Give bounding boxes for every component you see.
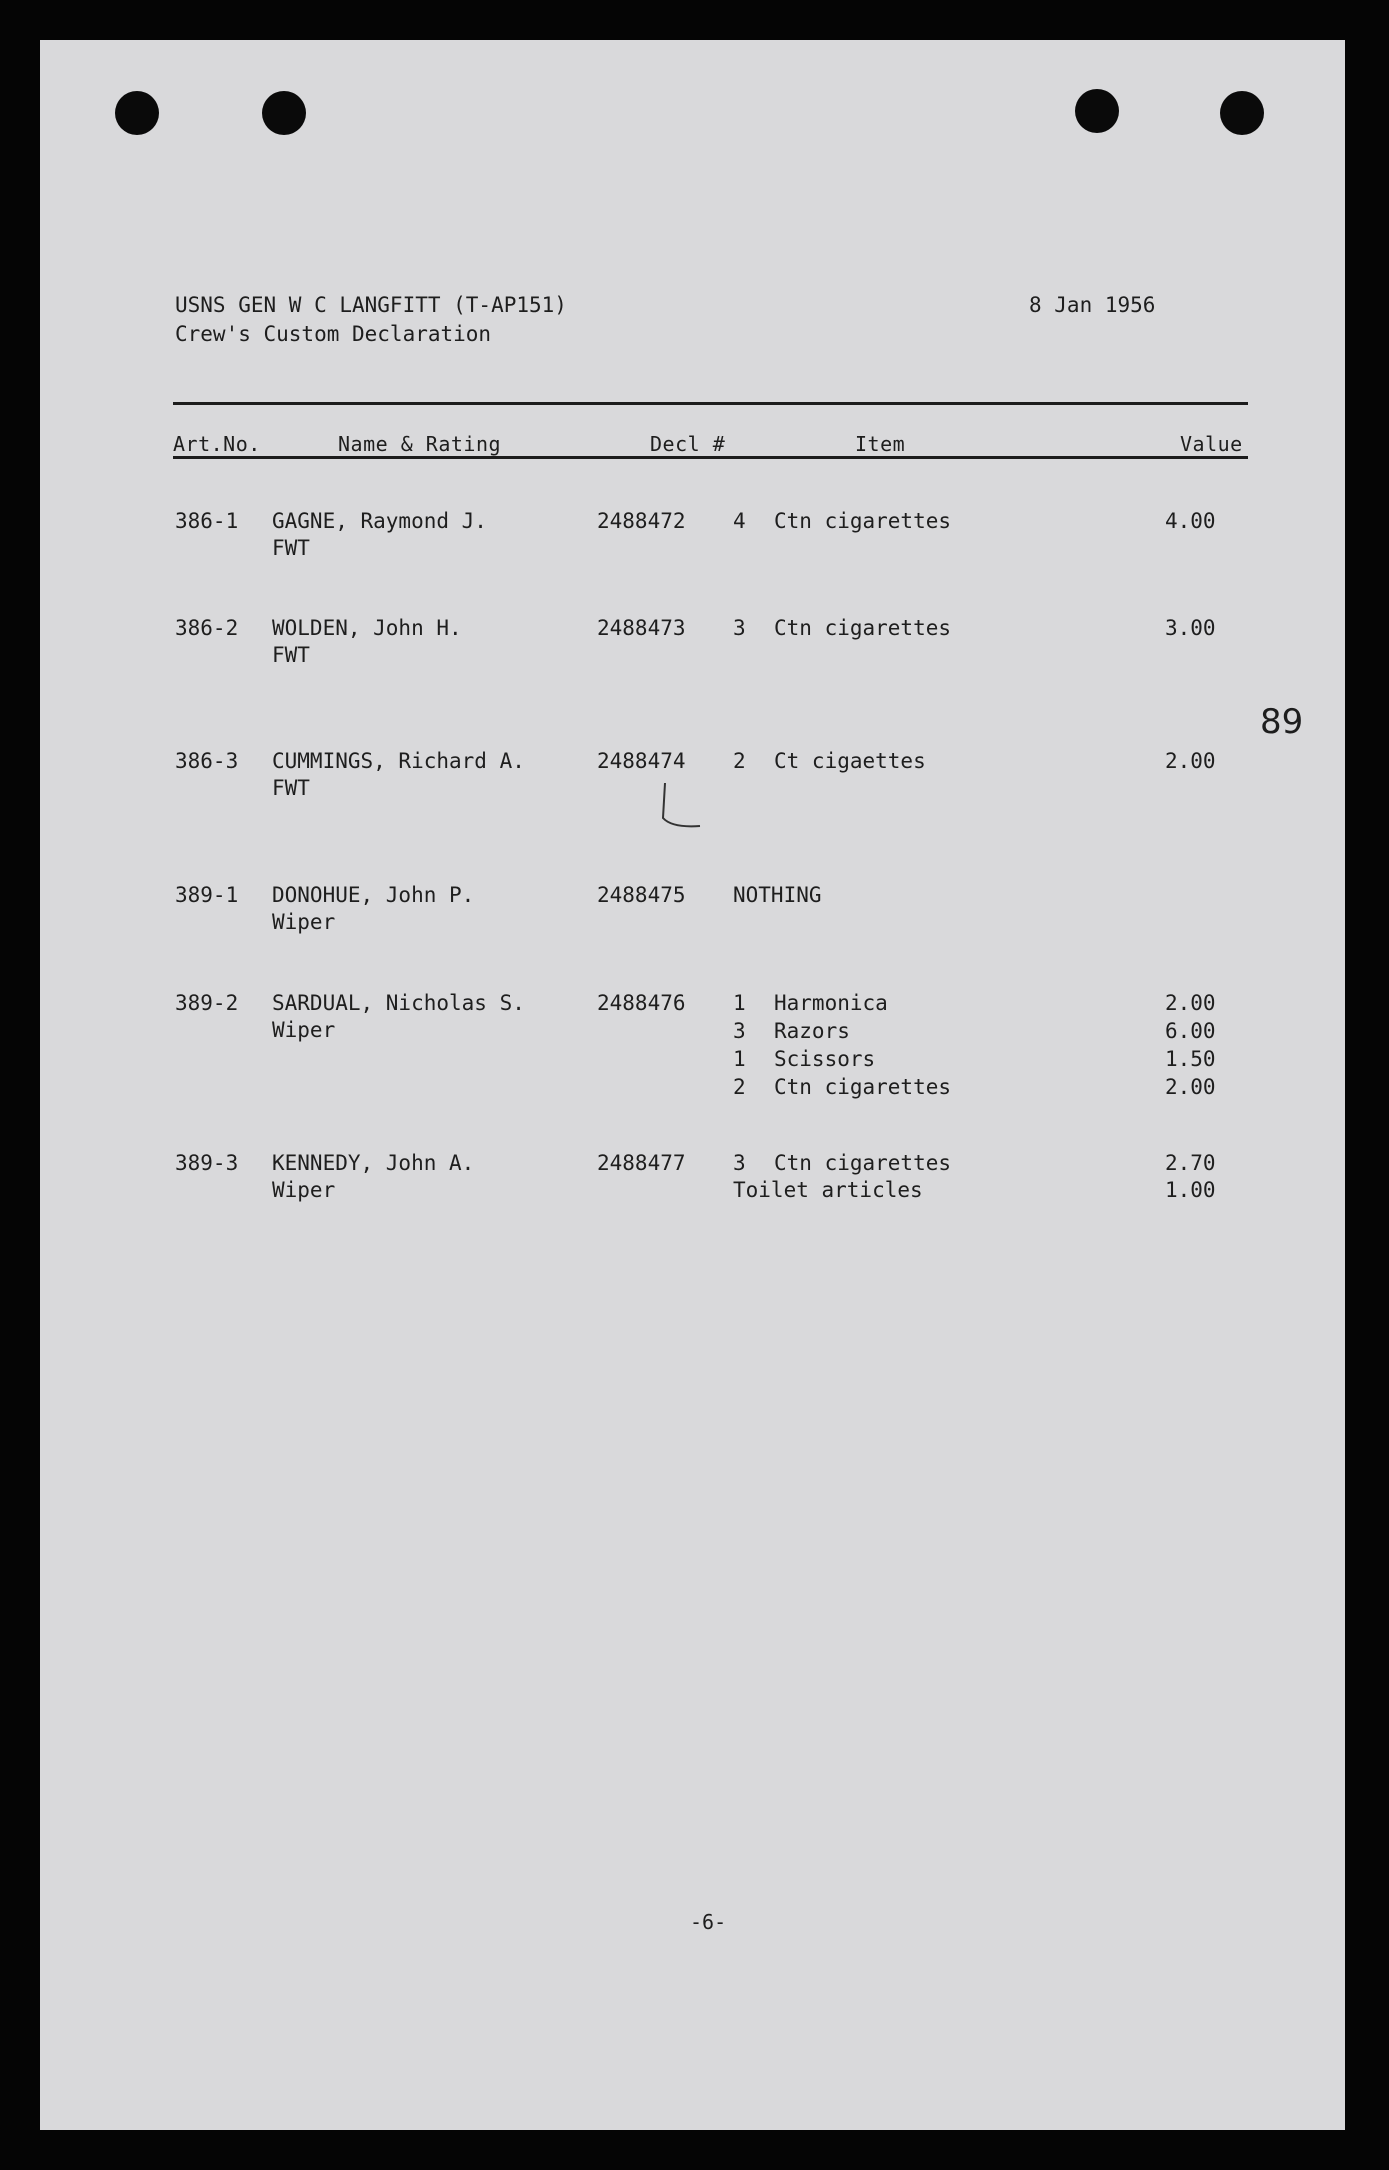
item-value: 2.70 [1165,1151,1216,1175]
crew-name: DONOHUE, John P. [272,883,475,907]
declaration-number: 2488475 [597,883,686,907]
item-value: 4.00 [1165,509,1216,533]
art-number: 389-3 [175,1151,239,1175]
item-value: 2.00 [1165,749,1216,773]
column-header-value: Value [1180,432,1243,456]
crew-name: CUMMINGS, Richard A. [272,749,525,773]
art-number: 386-1 [175,509,239,533]
page-number: -6- [690,1910,727,1934]
art-number: 389-1 [175,883,239,907]
punch-hole [115,91,159,135]
header-rule-top [173,402,1248,405]
item-desc: Razors [774,1019,850,1043]
crew-rating: FWT [272,536,310,560]
declaration-number: 2488472 [597,509,686,533]
column-header-art-no: Art.No. [173,432,261,456]
crew-rating: FWT [272,643,310,667]
document-page [40,40,1345,2130]
art-number: 386-2 [175,616,239,640]
item-desc: Ct cigaettes [774,749,926,773]
declaration-number: 2488474 [597,749,686,773]
margin-note: 89 [1260,702,1304,742]
item-desc: Ctn cigarettes [774,1151,952,1175]
crew-rating: Wiper [272,1018,336,1042]
vessel-title: USNS GEN W C LANGFITT (T-AP151) [175,293,567,317]
item-qty: 1 [733,1047,746,1071]
item-desc: Ctn cigarettes [774,509,952,533]
item-desc: Toilet articles [733,1178,923,1202]
item-value: 1.00 [1165,1178,1216,1202]
item-qty: 2 [733,1075,746,1099]
crew-name: KENNEDY, John A. [272,1151,475,1175]
item-desc: Ctn cigarettes [774,616,952,640]
item-desc: Harmonica [774,991,888,1015]
declaration-number: 2488473 [597,616,686,640]
declaration-subtitle: Crew's Custom Declaration [175,322,492,346]
pencil-check-mark [650,778,720,838]
item-qty: 3 [733,1151,746,1175]
item-qty: 3 [733,1019,746,1043]
item-value: 2.00 [1165,991,1216,1015]
item-desc: NOTHING [733,883,822,907]
item-desc: Ctn cigarettes [774,1075,952,1099]
header-rule-bottom [173,456,1248,459]
crew-name: WOLDEN, John H. [272,616,462,640]
item-value: 6.00 [1165,1019,1216,1043]
item-desc: Scissors [774,1047,876,1071]
item-qty: 4 [733,509,746,533]
art-number: 389-2 [175,991,239,1015]
art-number: 386-3 [175,749,239,773]
declaration-number: 2488477 [597,1151,686,1175]
crew-name: SARDUAL, Nicholas S. [272,991,525,1015]
item-value: 1.50 [1165,1047,1216,1071]
crew-rating: FWT [272,776,310,800]
item-qty: 2 [733,749,746,773]
declaration-number: 2488476 [597,991,686,1015]
item-value: 2.00 [1165,1075,1216,1099]
item-qty: 1 [733,991,746,1015]
crew-name: GAGNE, Raymond J. [272,509,487,533]
item-value: 3.00 [1165,616,1216,640]
column-header-item: Item [855,432,906,456]
crew-rating: Wiper [272,910,336,934]
document-date: 8 Jan 1956 [1029,293,1156,317]
punch-hole [262,91,306,135]
column-header-name: Name & Rating [338,432,502,456]
punch-hole [1220,91,1264,135]
punch-hole [1075,89,1119,133]
crew-rating: Wiper [272,1178,336,1202]
column-header-decl: Decl # [650,432,726,456]
item-qty: 3 [733,616,746,640]
